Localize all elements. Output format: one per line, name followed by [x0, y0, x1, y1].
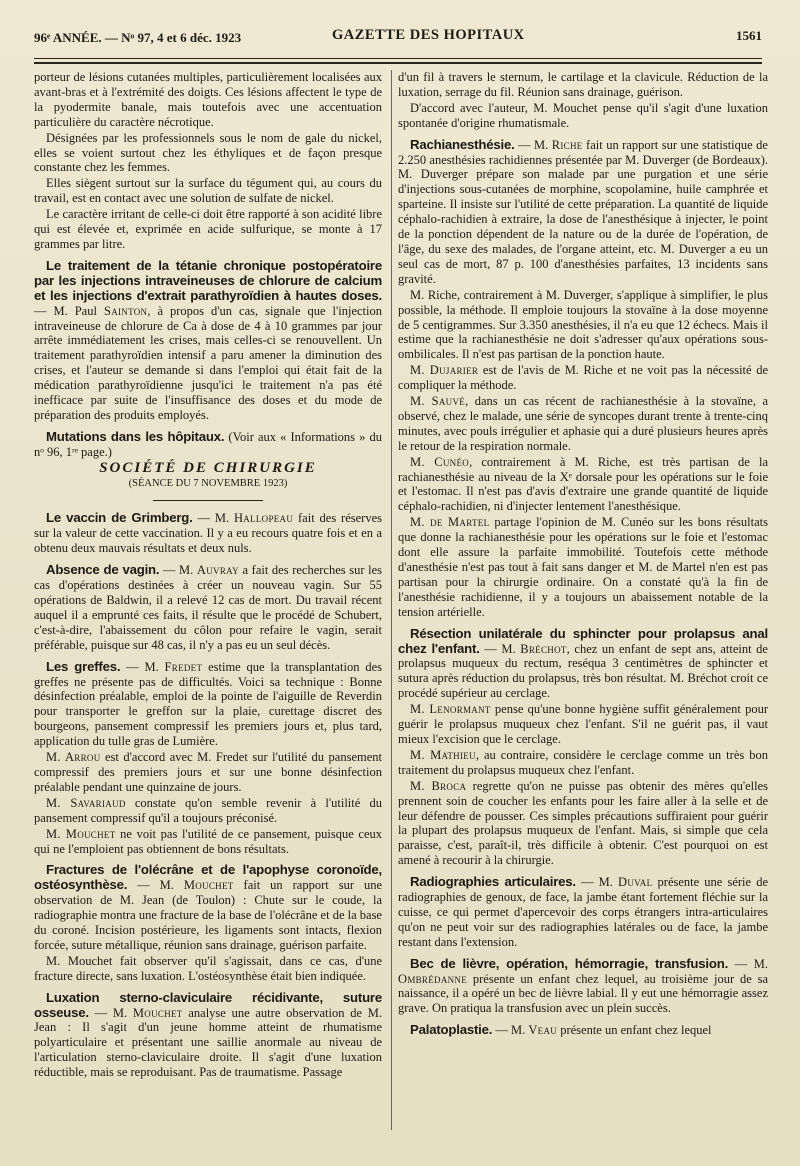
article-heading: Absence de vagin.: [46, 562, 160, 578]
article-heading: Fractures de l'olécrâne et de l'apophyse coronoïde, ostéosynthèse.: [34, 862, 382, 893]
article-heading: Résection unilatérale du sphincter pour prolapsus anal chez l'enfant.: [398, 625, 768, 656]
paragraph: M. Mathieu, au contraire, considère le cerclage comme un très bon traitement du prolapsus muqueux chez l'enfant.: [398, 747, 768, 777]
article-tetanie: Le traitement de la tétanie chronique postopératoire par les injections intraveineuses de chlorure de calcium et les injections d'extrait parathyroïdien à hautes doses. — M. Paul Sainton, à propos d'un cas, signale que l'injection intraveineuse de chlorure de Ca à dose de 4 à 10 grammes par jour arrête immédiatement les crises, mais celles-ci se renouvellent. Un traitement parathyroïdien intensif a paru amener la diminution des crises, et l'auteur se demande si dans l'emploi qui était fait de la médication parathyroïdienne jusqu'ici le traitement n'a pas été inefficace par suite de l'insuffisance des doses et du mode de préparation des produits employés.: [34, 257, 382, 422]
journal-title: GAZETTE DES HOPITAUX: [332, 27, 525, 43]
paragraph: M. Mouchet fait observer qu'il s'agissait, dans ce cas, d'une fracture directe, sans luxation. L'ostéosynthèse était bien indiquée.: [34, 953, 382, 983]
author-name: M. Cunéo: [410, 454, 470, 469]
paragraph: M. de Martel partage l'opinion de M. Cunéo sur les bons résultats que donne la rachianesthésie pour les opérations sur le foie et l'estomac dont elle assure la parfaite immobilité. Toutefois cette méthode d'anesthésie n'est pas tout à fait sans danger et M. de Martel n'en est pas partisan pour la chirurgie ordinaire. On a constaté qu'à la fin de l'anesthésie rachidienne, il y a toujours un abaissement notable de la tension artérielle.: [398, 515, 769, 619]
paragraph: porteur de lésions cutanées multiples, particulièrement localisées aux avant-bras et à l'extrémité des doigts. Ces lésions affectent le type de la pyodermite banale, mais toutefois avec une accentuation particulière du caractère nécrotique.: [34, 70, 382, 129]
author-name: Auvray: [196, 563, 239, 578]
author-name: Ombrédanne: [398, 971, 468, 986]
author-name: M. Sauvé: [410, 394, 466, 409]
article-heading: Le traitement de la tétanie chronique postopératoire par les injections intraveineuses de chlorure de calcium et les injections d'extrait parathyroïdien à hautes doses.: [34, 257, 382, 303]
article-heading: Les greffes.: [46, 658, 121, 674]
article-resection: Résection unilatérale du sphincter pour prolapsus anal chez l'enfant. — M. Bréchot, chez un enfant de sept ans, atteint de prolapsus muqueux du rectum, reséqua 3 centimètres de sphincter et sutura après réduction du prolapsus, très bon résultat. M. Bréchot croit ce procédé supérieur au cerclage.: [398, 625, 768, 701]
right-column: [398, 70, 768, 1038]
article-palatoplastie: Palatoplastie. — M. Veau présente un enfant chez lequel: [410, 1022, 712, 1038]
column-divider: [391, 70, 392, 1130]
page-number: 1561: [736, 28, 762, 43]
article-bec-de-lievre: Bec de lièvre, opération, hémorragie, transfusion. — M. Ombrédanne présente un enfant chez lequel, au troisième jour de sa naissance, il a opéré un bec de lièvre labial. Il y eut une hémorragie assez grave. On pratiqua la transfusion avec un plein succès.: [398, 955, 768, 1016]
seance-date: (SÉANCE DU 7 NOVEMBRE 1923): [128, 477, 288, 489]
article-heading: Le vaccin de Grimberg.: [46, 510, 193, 526]
author-name: M. Broca: [410, 778, 467, 793]
paragraph: M. Riche, contrairement à M. Duverger, s'applique à simplifier, le plus possible, la méthode. Il emploie toujours la stovaïne à la dose moyenne de 5 centigrammes. Sur 3.350 anesthésies, il n'a eu que 12 échecs. Mais il estime que la rachianesthésie ne doit s'adresser qu'aux opérations sous-ombilicales. Il n'est pas partisan de la ponction haute.: [398, 287, 768, 362]
article-heading: Rachianesthésie.: [410, 136, 515, 152]
paragraph: M. Broca regrette qu'on ne puisse pas obtenir des mères qu'elles prennent soin de coucher les enfants pour les faire aller à la selle et de leur défendre de pousser. Ces simples précautions suffiraient pour guérir la plupart des prolapsus muqueux de l'enfant. Mais, si simple que cela paraisse, c'est, paraît-il, très difficile à obtenir. C'est pourquoi on est amené à recourir à la chirurgie.: [398, 778, 769, 868]
paragraph: Le caractère irritant de celle-ci doit être rapporté à son acidité libre qui est élevée et, exprimée en acide sulfurique, se monte à 17 grammes par litre.: [34, 207, 382, 251]
paragraph: M. Cunéo, contrairement à M. Riche, est très partisan de la rachianesthésie au niveau de la Xᵉ dorsale pour les opérations sur le foie et l'estomac. Il n'est pas d'avis d'extraire une grande quantité de liquide céphalo-rachidien, ni d'injecter lentement l'anesthésique.: [398, 454, 768, 514]
author-name: M. de Martel: [410, 515, 490, 530]
header-rule-thick: [34, 62, 762, 64]
author-name: Mouchet: [132, 1005, 183, 1020]
article-heading: Mutations dans les hôpitaux.: [46, 428, 225, 444]
paragraph: Désignées par les professionnels sous le nom de gale du nickel, elles se voient surtout chez les éthyliques et de façon presque constante chez les femmes.: [34, 130, 382, 175]
paragraph: M. Sauvé, dans un cas récent de rachianesthésie à la stovaïne, a observé, chez le malade, une série de syncopes durant trente à trente-cinq minutes, avec pouls irrégulier et aphasie qui a duré plusieurs heures après le retour de la respiration normale.: [398, 394, 768, 453]
author-name: Veau: [528, 1023, 558, 1038]
author-name: Duval: [618, 875, 653, 890]
article-heading: Radiographies articulaires.: [410, 874, 576, 890]
paragraph: M. Dujarier est de l'avis de M. Riche et ne voit pas la nécessité de compliquer la méthode.: [398, 363, 768, 393]
article-mutations: Mutations dans les hôpitaux. (Voir aux « Informations » du nᵒ 96, 1ʳᵉ page.): [34, 428, 382, 459]
paragraph: M. Savariaud constate qu'on semble revenir à l'utilité du pansement compressif qu'il a toujours préconisé.: [34, 795, 382, 825]
author-name: Sainton: [103, 303, 148, 318]
article-heading: Palatoplastie.: [410, 1022, 493, 1038]
paragraph: Elles siègent surtout sur la surface du tégument qui, au cours du travail, est en contact avec une solution de sulfate de nickel.: [34, 176, 382, 206]
article-fractures: Fractures de l'olécrâne et de l'apophyse coronoïde, ostéosynthèse. — M. Mouchet fait un rapport sur une observation de M. Jean (de Toulon) : Chute sur le coude, la radiographie montra une fracture de la base de l'olécrâne et de la base du coroné. Incision postérieure, les ligaments sont intacts, flexion forcée, suture métallique, réunion sans drainage, guérison parfaite.: [34, 862, 382, 952]
page-header: [34, 27, 762, 54]
author-name: Mouchet: [183, 878, 234, 893]
article-vagin: Absence de vagin. — M. Auvray a fait des recherches sur les cas d'opérations destinées à créer un nouveau vagin. Sur 55 opérations de Baldwin, il a relevé 12 cas de mort. Du travail récent auquel il a emprunté ces faits, il résulte que le procédé de Schubert, c'est-à-dire, l'abaissement du côlon pour refaire le vagin, serait préférable, puisque sur 48 cas, il n'y a pas eu un seul décès.: [34, 562, 382, 652]
header-rule: [34, 58, 762, 59]
author-name: M. Mathieu: [410, 747, 476, 762]
society-title: SOCIÉTÉ DE CHIRURGIE: [99, 459, 317, 476]
paragraph: M. Lenormant pense qu'une bonne hygiène suffit généralement pour guérir le prolapsus muqueux chez l'enfant. S'il ne guérit pas, il vaut mieux l'excision que le cerclage.: [398, 702, 768, 746]
section-rule: [153, 500, 263, 501]
left-column: [34, 70, 382, 1080]
author-name: Fredet: [164, 659, 203, 674]
paragraph: M. Arrou est d'accord avec M. Fredet sur l'utilité du pansement compressif des premiers jours et sur une bonne désinfection préalable pendant une quinzaine de jours.: [34, 750, 382, 794]
author-name: M. Savariaud: [46, 795, 126, 810]
author-name: Riche: [551, 137, 583, 152]
author-name: M. Lenormant: [410, 702, 491, 717]
article-radiographies: Radiographies articulaires. — M. Duval présente une série de radiographies de genoux, de face, la jambe étant fortement fléchie sur la cuisse, ce qui permet d'apercevoir des corps étrangers intra-articulaires qu'on ne peut voir sur des radiographies latérales ou de face, la jambe restant dans l'extension.: [398, 874, 768, 949]
article-grimberg: Le vaccin de Grimberg. — M. Hallopeau fait des réserves sur la valeur de cette vaccination. Il y a eu recours quatre fois et en a obtenu deux mauvais résultats et deux nuls.: [34, 510, 382, 556]
paragraph: D'accord avec l'auteur, M. Mouchet pense qu'il s'agit d'une luxation spontanée d'origine rhumatismale.: [398, 100, 768, 130]
issue-info: 96ᵉ ANNÉE. — Nᵒ 97, 4 et 6 déc. 1923: [34, 30, 242, 45]
paragraph: M. Mouchet ne voit pas l'utilité de ce pansement, puisque ceux qui ne l'emploient pas obtiennent de bons résultats.: [34, 826, 383, 856]
article-luxation: Luxation sterno-claviculaire récidivante, suture osseuse. — M. Mouchet analyse une autre observation de M. Jean : Il s'agit d'un jeune homme atteint de rhumatisme polyarticulaire et présentant une saillie anormale au niveau de l'articulation sterno-claviculaire droite. Il s'agit d'une luxation réductible, mais se reproduisant. Pas de traumatisme. Passage: [34, 989, 382, 1080]
article-heading: Bec de lièvre, opération, hémorragie, transfusion.: [410, 955, 729, 971]
article-heading: Luxation sterno-claviculaire récidivante, suture osseuse.: [34, 989, 382, 1020]
author-name: M. Mouchet: [46, 826, 116, 841]
article-greffes: Les greffes. — M. Fredet estime que la transplantation des greffes ne présente pas de difficultés. Voici sa technique : Bonne désinfection préalable, emploi de la pointe de l'aiguille de Reverdin pour transporter le greffon sur la plaie, curettage discret des bourgeons, pansement compressif les premiers jours et, plus tard, application du tulle gras de Lumière.: [34, 658, 382, 749]
author-name: Bréchot: [520, 641, 567, 656]
author-name: M. Arrou: [46, 750, 101, 765]
paragraph: d'un fil à travers le sternum, le cartilage et la clavicule. Réduction de la luxation, serrage du fil. Réunion sans drainage, guérison.: [398, 70, 768, 99]
author-name: M. Dujarier: [410, 363, 479, 378]
author-name: Hallopeau: [233, 511, 294, 526]
article-rachianesthesie: Rachianesthésie. — M. Riche fait un rapport sur une statistique de 2.250 anesthésies rachidiennes présentée par M. Duverger (de Bordeaux). M. Duverger prépare son malade par une purgation et une série d'injections sous-cutanées de morphine, scopolamine, huile camphrée et sparteine. Il insiste sur l'utilité de cette préparation. La quantité de liquide céphalo-rachidien à extraire, la dose de l'anesthésique à injecter, le point de la ponction dépendent de la nature ou de la durée de l'opération, de l'âge, du sexe des malades, de l'organe atteint, etc. M. Duverger a eu un seul cas de mort, 87 p. 100 d'anesthésies parfaites, 13 incidents sans gravité.: [398, 136, 768, 286]
